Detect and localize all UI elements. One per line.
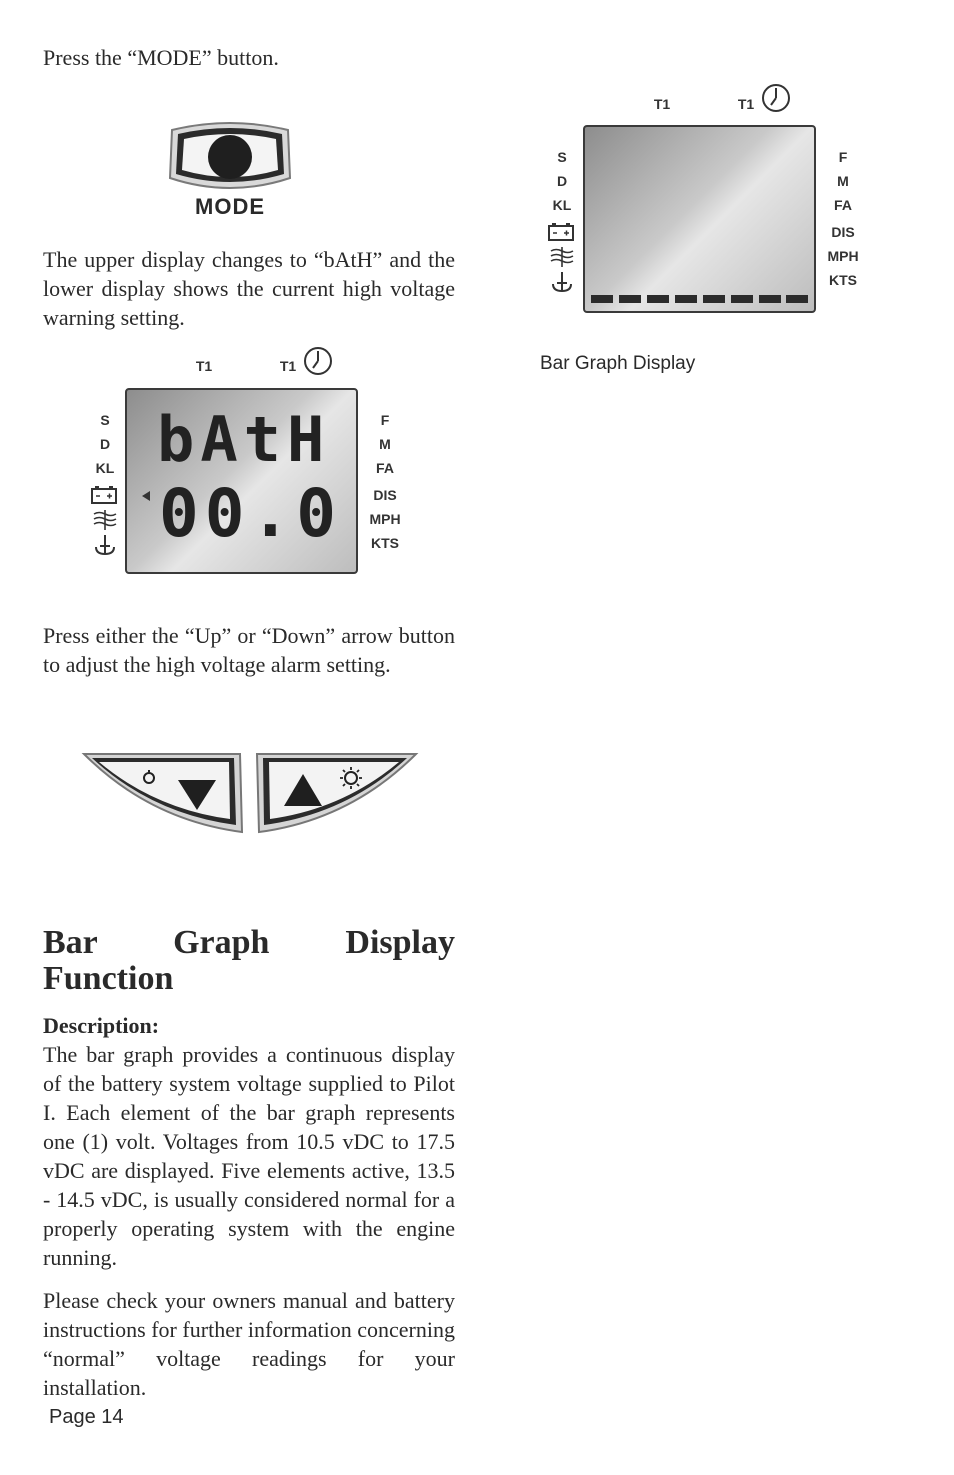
- lcd2-right-label: KTS: [829, 272, 857, 288]
- lcd2-right-label: MPH: [827, 248, 859, 264]
- lcd1-right-label: M: [379, 436, 391, 452]
- lcd-display-bath: [85, 340, 415, 585]
- bar-graph-element: [619, 295, 641, 303]
- description-paragraph: The bar graph provides a continuous display of the battery system voltage supplied to Pilot I. Each element of the bar graph represents one (1) volt. Voltages from 10.5 vDC to 17.5 vDC are displayed. Five elements active, 13.5 - 14.5 vDC, is usually considered normal for a properly operating system with the engine running.: [43, 1042, 455, 1270]
- section-heading-line1: Bar Graph Display: [43, 924, 455, 961]
- heater-icon: [549, 247, 575, 267]
- bar-graph-element: [647, 295, 669, 303]
- bar-graph-element: [591, 295, 613, 303]
- lcd1-t1-timer-label: T1: [279, 358, 297, 374]
- anchor-icon: [93, 534, 117, 556]
- bar-graph-element: [786, 295, 808, 303]
- lcd1-right-label: FA: [376, 460, 394, 476]
- lcd1-upper-display: bAtH: [157, 403, 331, 476]
- lcd2-left-label: KL: [552, 197, 572, 213]
- lcd2-left-label: D: [556, 173, 568, 189]
- anchor-icon: [550, 271, 574, 293]
- up-arrow-button-icon: [255, 748, 420, 838]
- mode-button-label: MODE: [195, 194, 265, 219]
- lcd1-t1-label: T1: [195, 358, 213, 374]
- bar-graph-caption: Bar Graph Display: [540, 353, 696, 374]
- instruction-press-mode: Press the “MODE” button.: [43, 45, 279, 70]
- mode-button: [166, 118, 294, 222]
- instruction-adjust-alarm: Press either the “Up” or “Down” arrow button to adjust the high voltage alarm setting.: [43, 623, 455, 677]
- lcd2-left-label: S: [557, 149, 567, 165]
- lcd1-right-label: KTS: [371, 535, 399, 551]
- lcd1-lower-display: 00.0: [159, 475, 342, 552]
- lcd1-left-label: KL: [95, 460, 115, 476]
- lcd2-right-label: F: [838, 149, 848, 165]
- section-heading-line2: Function: [43, 960, 174, 997]
- lcd2-right-label: DIS: [831, 224, 855, 240]
- instruction-display-changes: The upper display changes to “bAtH” and the lower display shows the current high voltage warning setting.: [43, 247, 455, 330]
- lcd2-right-label: M: [837, 173, 849, 189]
- description-label: Description:: [43, 1013, 160, 1038]
- heater-icon: [92, 510, 118, 530]
- bar-graph-element: [759, 295, 781, 303]
- battery-icon: [91, 486, 117, 504]
- lcd2-right-label: FA: [834, 197, 852, 213]
- arrow-buttons: [80, 748, 420, 838]
- clock-icon: [761, 83, 791, 113]
- lcd2-t1-timer-label: T1: [737, 96, 755, 112]
- lcd-display-bar-graph: [543, 78, 873, 318]
- battery-icon: [548, 223, 574, 241]
- bar-graph-element: [731, 295, 753, 303]
- battery-note-paragraph: Please check your owners manual and battery instructions for further information concerning “normal” voltage readings for your installation.: [43, 1288, 455, 1400]
- lcd1-right-label: DIS: [373, 487, 397, 503]
- lcd1-left-label: D: [99, 436, 111, 452]
- clock-icon: [303, 346, 333, 376]
- page-number: Page 14: [49, 1406, 124, 1428]
- lcd1-left-label: S: [100, 412, 110, 428]
- lcd2-t1-label: T1: [653, 96, 671, 112]
- bar-graph-element: [703, 295, 725, 303]
- lcd1-right-label: F: [380, 412, 390, 428]
- bar-graph-element: [675, 295, 697, 303]
- lcd1-right-label: MPH: [369, 511, 401, 527]
- lcd1-screen: [125, 388, 358, 574]
- lcd2-screen: [583, 125, 816, 313]
- pointer-arrow-icon: [141, 490, 151, 502]
